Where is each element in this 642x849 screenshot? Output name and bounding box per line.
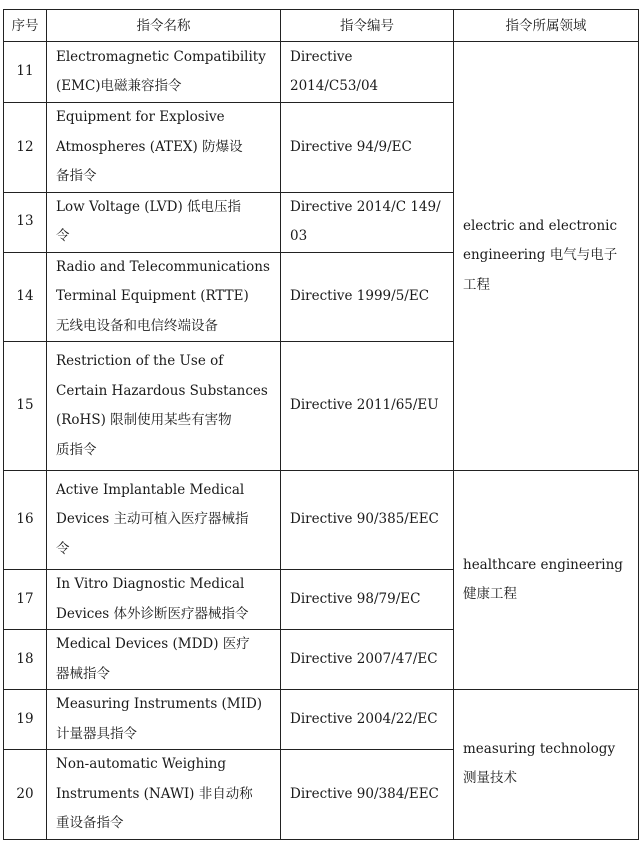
name-cell	[47, 570, 281, 630]
table-header-row	[4, 10, 639, 42]
name-line: Active Implantable Medical	[56, 481, 245, 498]
seq-cell: 20	[4, 750, 47, 840]
header-seq: 序号	[4, 10, 47, 42]
name-cell	[47, 690, 281, 750]
code-line: Directive 2011/65/EU	[290, 397, 439, 414]
code-cell	[281, 342, 454, 471]
name-cell	[47, 342, 281, 471]
field-line: electric and electronic	[463, 217, 618, 234]
code-line: Directive 90/384/EEC	[290, 785, 439, 802]
name-cell	[47, 750, 281, 840]
seq-cell: 18	[4, 630, 47, 690]
seq-cell: 12	[4, 103, 47, 193]
name-line: In Vitro Diagnostic Medical	[56, 576, 245, 592]
code-line: Directive 2014/C 149/	[290, 198, 441, 215]
code-cell	[281, 42, 454, 103]
code-line: Directive 2014/C53/04	[290, 48, 379, 94]
seq-cell: 11	[4, 42, 47, 103]
code-line: Directive 98/79/EC	[290, 590, 421, 607]
name-line: 质指令	[56, 441, 97, 458]
name-line: Electromagnetic Compatibility	[56, 48, 266, 65]
table-row	[4, 690, 639, 750]
code-cell	[281, 252, 454, 342]
field-line: healthcare engineering	[463, 556, 623, 573]
code-line: Directive 2007/47/EC	[290, 650, 438, 667]
name-cell	[47, 42, 281, 103]
name-line: (EMC)电磁兼容指令	[56, 78, 182, 94]
name-line: 令	[56, 228, 70, 244]
name-line: 计量器具指令	[56, 725, 137, 742]
name-line: Radio and Telecommunications	[56, 258, 270, 275]
header-code: 指令编号	[281, 10, 454, 42]
name-line: Medical Devices (MDD) 医疗	[56, 636, 250, 652]
table-row	[4, 471, 639, 570]
name-cell	[47, 471, 281, 570]
seq-cell: 17	[4, 570, 47, 630]
name-line: 备指令	[56, 168, 97, 184]
code-cell	[281, 690, 454, 750]
name-line: Non-automatic Weighing	[56, 756, 227, 772]
name-line: Atmospheres (ATEX) 防爆设	[56, 138, 243, 155]
header-name: 指令名称	[47, 10, 281, 42]
name-line: Devices 主动可植入医疗器械指	[56, 511, 249, 528]
name-line: Restriction of the Use of	[56, 353, 224, 369]
field-cell-electric	[454, 42, 639, 471]
header-field: 指令所属领域	[454, 10, 639, 42]
code-line: 03	[290, 228, 308, 244]
code-cell	[281, 750, 454, 840]
name-line: Instruments (NAWI) 非自动称	[56, 785, 253, 802]
name-cell	[47, 630, 281, 690]
name-line: 令	[56, 540, 70, 557]
code-line: Directive 1999/5/EC	[290, 288, 430, 304]
seq-cell: 14	[4, 252, 47, 342]
code-cell	[281, 192, 454, 252]
name-line: Certain Hazardous Substances	[56, 382, 268, 399]
name-line: 重设备指令	[56, 815, 124, 831]
name-line: Terminal Equipment (RTTE)	[56, 288, 249, 304]
name-line: Measuring Instruments (MID)	[56, 696, 263, 712]
code-line: Directive 94/9/EC	[290, 138, 412, 155]
name-line: Equipment for Explosive	[56, 109, 225, 125]
code-cell	[281, 471, 454, 570]
directives-table	[3, 9, 639, 840]
field-line: 测量技术	[463, 770, 517, 787]
name-cell	[47, 103, 281, 193]
field-line: 健康工程	[463, 586, 517, 602]
name-line: (RoHS) 限制使用某些有害物	[56, 412, 232, 428]
name-line: 无线电设备和电信终端设备	[56, 317, 218, 334]
name-line: 器械指令	[56, 665, 110, 682]
seq-cell: 16	[4, 471, 47, 570]
name-line: Low Voltage (LVD) 低电压指	[56, 198, 242, 215]
field-line: engineering 电气与电子	[463, 247, 618, 264]
seq-cell: 13	[4, 192, 47, 252]
seq-cell: 15	[4, 342, 47, 471]
code-line: Directive 90/385/EEC	[290, 511, 439, 528]
field-line: measuring technology	[463, 740, 616, 757]
code-cell	[281, 570, 454, 630]
code-line: Directive 2004/22/EC	[290, 710, 438, 727]
field-cell-healthcare	[454, 471, 639, 690]
code-cell	[281, 103, 454, 193]
field-line: 工程	[463, 276, 490, 293]
name-line: Devices 体外诊断医疗器械指令	[56, 605, 249, 622]
code-cell	[281, 630, 454, 690]
name-cell	[47, 252, 281, 342]
table-row	[4, 42, 639, 103]
name-cell	[47, 192, 281, 252]
field-cell-measuring	[454, 690, 639, 840]
seq-cell: 19	[4, 690, 47, 750]
